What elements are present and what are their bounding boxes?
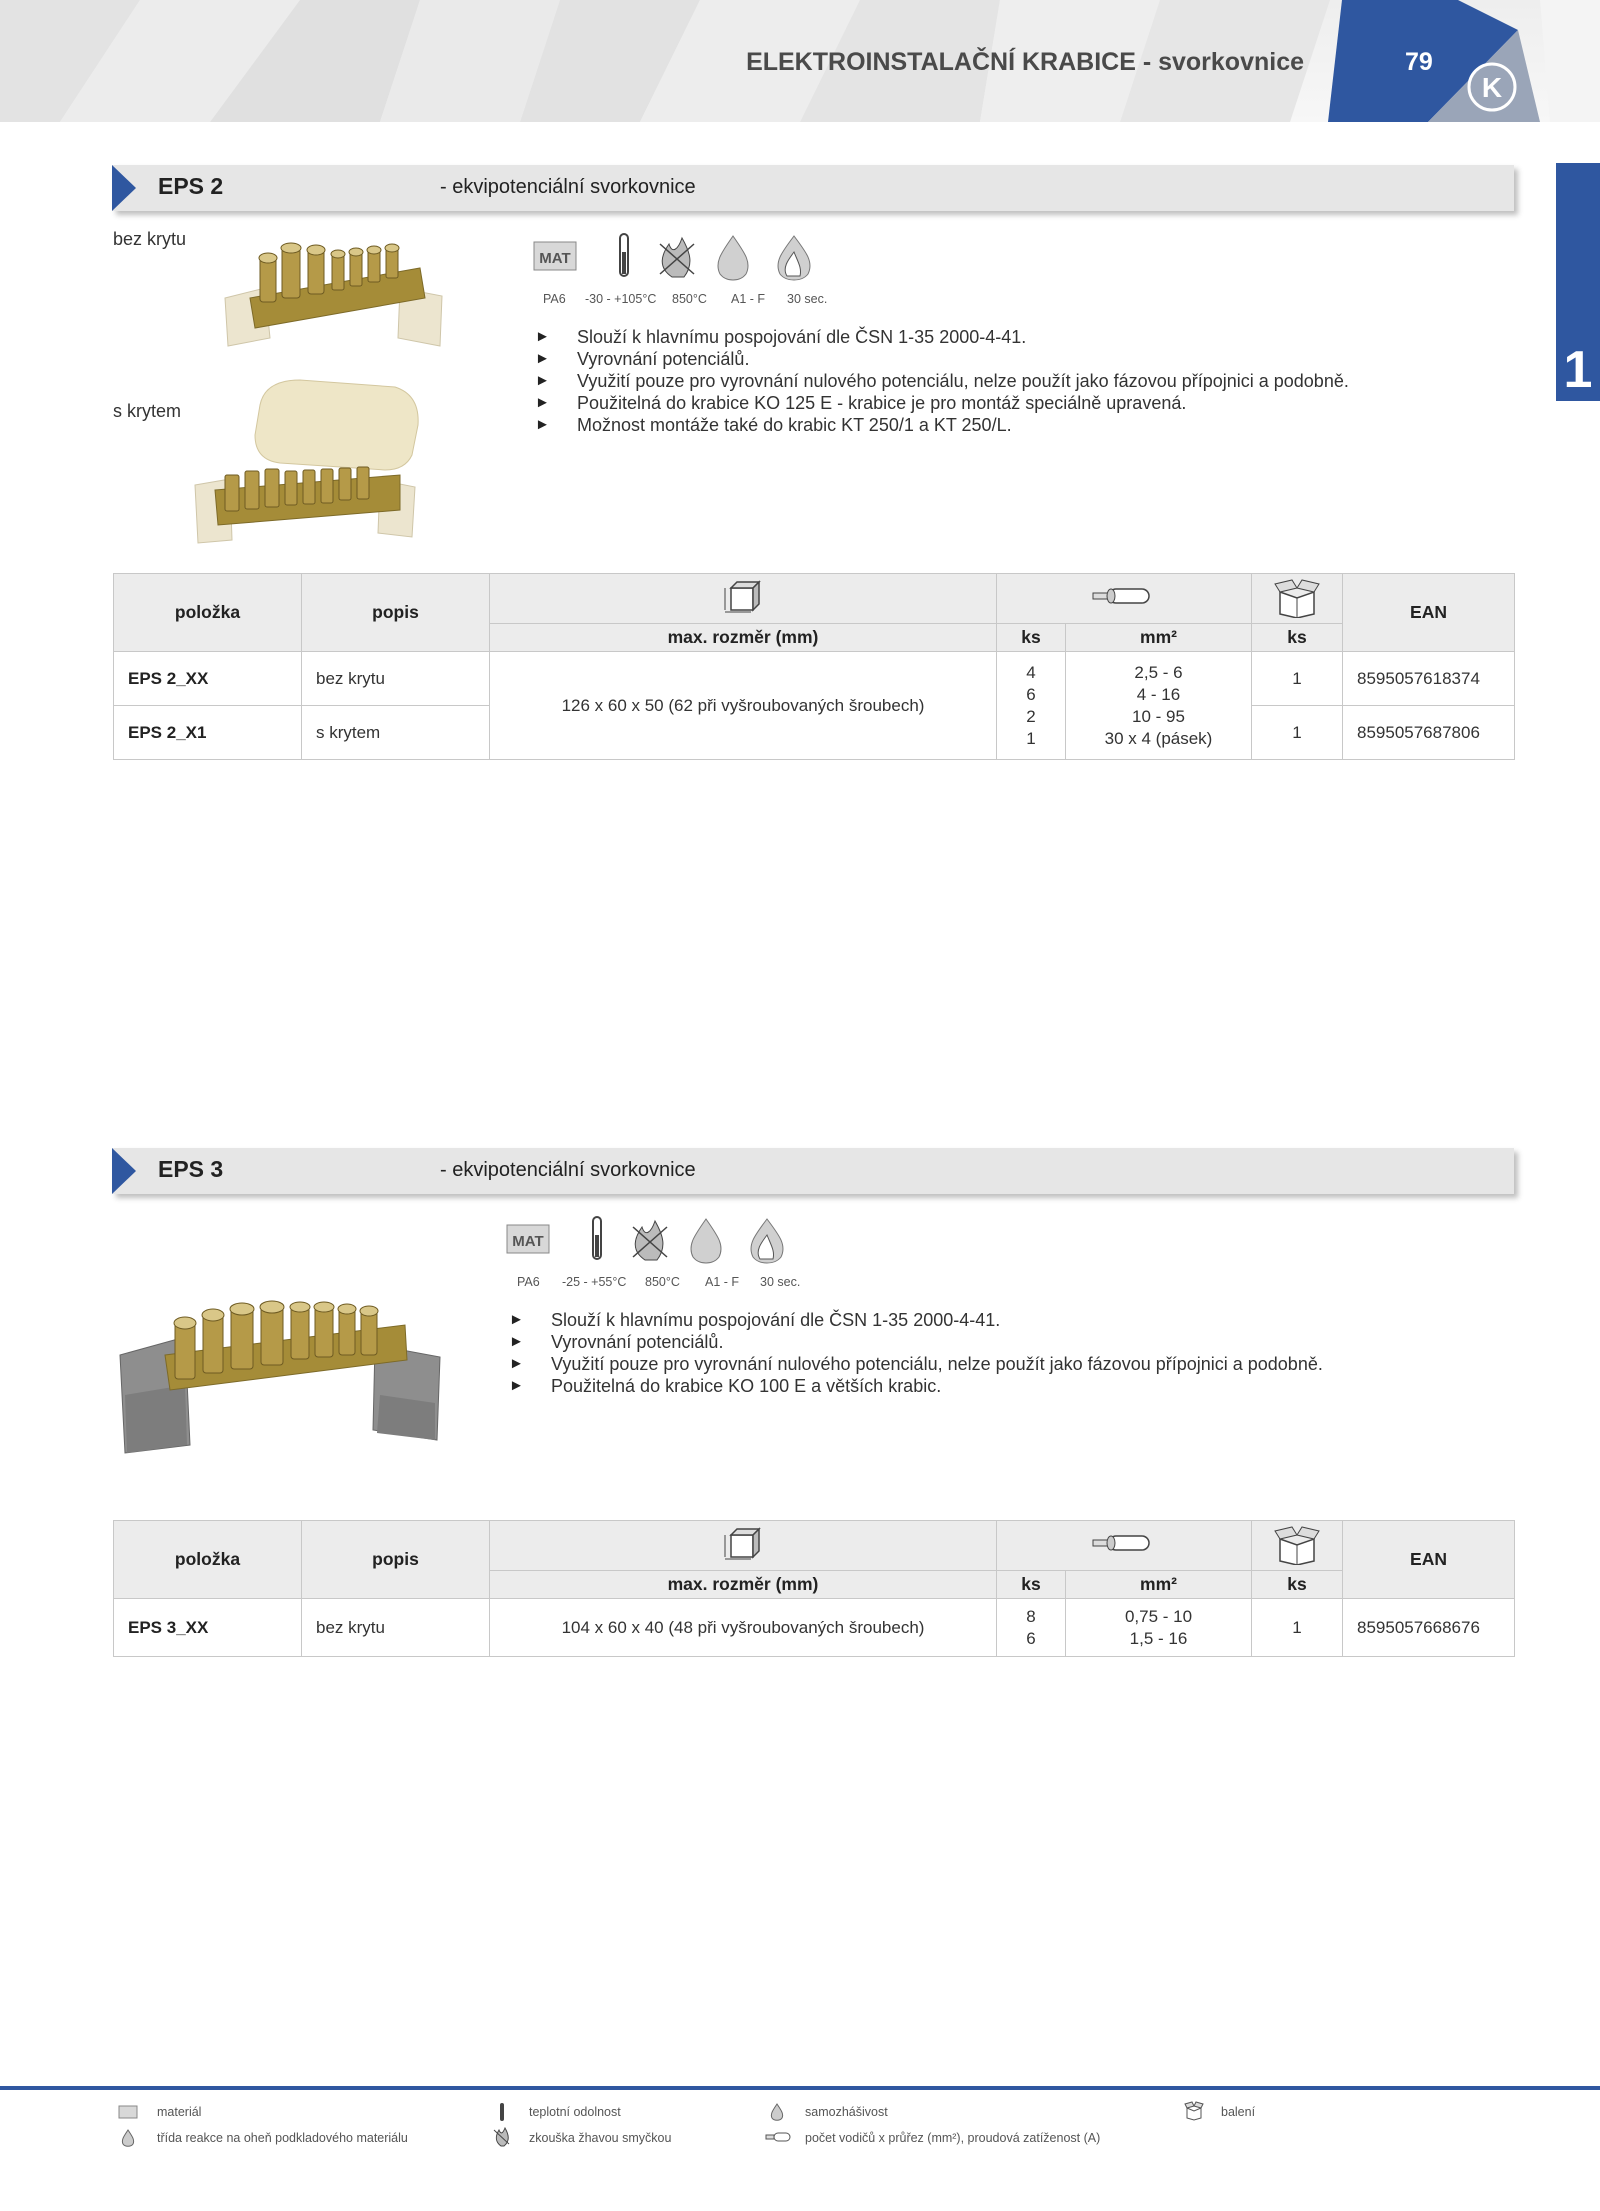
product-image-eps2-with-cover <box>190 375 430 550</box>
item-ean: 8595057687806 <box>1343 706 1515 760</box>
header-description: popis <box>302 574 490 652</box>
item-description: bez krytu <box>302 1599 490 1657</box>
header-conductor-icon-cell <box>997 574 1252 624</box>
header-ks: ks <box>997 1571 1066 1599</box>
header-description: popis <box>302 1521 490 1599</box>
label-reaction: A1 - F <box>705 1275 740 1289</box>
item-pack: 1 <box>1252 1599 1343 1657</box>
header-ks: ks <box>997 624 1066 652</box>
self-extinguish-icon <box>767 2102 787 2122</box>
feature-item: ► Slouží k hlavnímu pospojování dle ČSN 1-35 2000-4-41. <box>509 1309 1323 1331</box>
label-temperature: -25 - +55°C <box>562 1275 627 1289</box>
label-material: PA6 <box>543 292 566 306</box>
page-number: 79 <box>1405 48 1433 76</box>
label-glow-wire: 850°C <box>645 1275 680 1289</box>
header-package-icon-cell <box>1252 1521 1343 1571</box>
item-ean: 8595057618374 <box>1343 652 1515 706</box>
item-mm2-values: 2,5 - 6 4 - 16 10 - 95 30 x 4 (pásek) <box>1066 652 1252 760</box>
page-badge <box>1328 0 1540 122</box>
image-label-without-cover: bez krytu <box>113 229 187 249</box>
header-ean: EAN <box>1343 574 1515 652</box>
feature-item: ► Slouží k hlavnímu pospojování dle ČSN 1-35 2000-4-41. <box>535 326 1349 348</box>
legend-conductors: počet vodičů x průřez (mm²), proudová zatíženost (A) <box>805 2131 1101 2145</box>
section-description: - ekvipotenciální svorkovnice <box>440 176 696 198</box>
legend-glow-wire: zkouška žhavou smyčkou <box>529 2131 672 2145</box>
feature-item: ► Použitelná do krabice KO 100 E a větších krabic. <box>509 1375 1323 1397</box>
section-code: EPS 2 <box>158 173 224 199</box>
package-icon <box>1274 578 1320 618</box>
item-dimension: 126 x 60 x 50 (62 při vyšroubovaných šroubech) <box>490 652 997 760</box>
legend-packaging: balení <box>1221 2105 1256 2119</box>
item-pack: 1 <box>1252 652 1343 706</box>
section-bar-eps2 <box>112 165 1514 211</box>
item-pack: 1 <box>1252 706 1343 760</box>
image-label-with-cover: s krytem <box>113 401 182 421</box>
spec-icons <box>505 1215 825 1267</box>
header-item: položka <box>114 1521 302 1599</box>
item-description: s krytem <box>302 706 490 760</box>
packaging-icon <box>1184 2101 1204 2121</box>
box-dimension-icon <box>723 1527 763 1561</box>
thermometer-icon <box>497 2102 507 2122</box>
brand-logo: K <box>1481 72 1503 103</box>
svg-text:MAT: MAT <box>539 250 571 267</box>
label-glow-wire: 850°C <box>672 292 707 306</box>
feature-item: ► Možnost montáže také do krabic KT 250/1 a KT 250/L. <box>535 414 1349 436</box>
item-code: EPS 2_XX <box>114 652 302 706</box>
conductor-icon <box>1091 585 1157 607</box>
reaction-icon <box>118 2128 138 2148</box>
header-dimension: max. rozměr (mm) <box>490 624 997 652</box>
table-row <box>114 1599 1515 1657</box>
section-bar-eps3 <box>112 1148 1514 1194</box>
table-row <box>114 652 1515 706</box>
section-description: - ekvipotenciální svorkovnice <box>440 1159 696 1181</box>
spec-table-eps2 <box>113 573 1515 760</box>
item-code: EPS 2_X1 <box>114 706 302 760</box>
feature-list-eps2 <box>535 326 1349 436</box>
header-item: položka <box>114 574 302 652</box>
section-code: EPS 3 <box>158 1156 224 1182</box>
label-material: PA6 <box>517 1275 540 1289</box>
material-icon <box>118 2105 138 2119</box>
header-dimension: max. rozměr (mm) <box>490 1571 997 1599</box>
header-dimension-icon-cell <box>490 574 997 624</box>
footer-divider <box>0 2086 1600 2090</box>
section-arrow-icon <box>112 1148 136 1194</box>
legend-material: materiál <box>157 2105 202 2119</box>
feature-item: ► Vyrovnání potenciálů. <box>509 1331 1323 1353</box>
section-arrow-icon <box>112 165 136 211</box>
glow-wire-icon <box>491 2126 511 2148</box>
spec-icons <box>532 232 852 284</box>
header-dimension-icon-cell <box>490 1521 997 1571</box>
header-mm2: mm² <box>1066 624 1252 652</box>
item-code: EPS 3_XX <box>114 1599 302 1657</box>
feature-item: ► Využití pouze pro vyrovnání nulového potenciálu, nelze použít jako fázovou přípojnici a podobně. <box>535 370 1349 392</box>
conductor-icon <box>1091 1532 1157 1554</box>
item-ean: 8595057668676 <box>1343 1599 1515 1657</box>
header-mm2: mm² <box>1066 1571 1252 1599</box>
header-pack-ks: ks <box>1252 624 1343 652</box>
label-self-extinguish: 30 sec. <box>787 292 828 306</box>
item-mm2-values: 0,75 - 10 1,5 - 16 <box>1066 1599 1252 1657</box>
label-temperature: -30 - +105°C <box>585 292 657 306</box>
item-description: bez krytu <box>302 652 490 706</box>
header-title: ELEKTROINSTALAČNÍ KRABICE - svorkovnice <box>746 48 1304 76</box>
svg-text:MAT: MAT <box>512 1233 544 1250</box>
feature-item: ► Vyrovnání potenciálů. <box>535 348 1349 370</box>
legend-temperature: teplotní odolnost <box>529 2105 621 2119</box>
icon-row-eps2 <box>532 232 852 289</box>
item-ks-values: 4 6 2 1 <box>997 652 1066 760</box>
feature-list-eps3 <box>509 1309 1323 1397</box>
label-reaction: A1 - F <box>731 292 766 306</box>
header-pack-ks: ks <box>1252 1571 1343 1599</box>
label-self-extinguish: 30 sec. <box>760 1275 801 1289</box>
icon-row-eps3 <box>505 1215 825 1272</box>
feature-item: ► Využití pouze pro vyrovnání nulového potenciálu, nelze použít jako fázovou přípojnici a podobně. <box>509 1353 1323 1375</box>
feature-item: ► Použitelná do krabice KO 125 E - krabice je pro montáž speciálně upravená. <box>535 392 1349 414</box>
product-image-eps3 <box>115 1285 450 1465</box>
header-ean: EAN <box>1343 1521 1515 1599</box>
conductor-legend-icon <box>765 2131 791 2143</box>
box-dimension-icon <box>723 580 763 614</box>
package-icon <box>1274 1525 1320 1565</box>
legend-reaction: třída reakce na oheň podkladového materiálu <box>157 2131 408 2145</box>
item-dimension: 104 x 60 x 40 (48 při vyšroubovaných šroubech) <box>490 1599 997 1657</box>
chapter-tab-number: 1 <box>1563 341 1593 399</box>
item-ks-values: 8 6 <box>997 1599 1066 1657</box>
spec-table-eps3 <box>113 1520 1515 1657</box>
header-conductor-icon-cell <box>997 1521 1252 1571</box>
header-package-icon-cell <box>1252 574 1343 624</box>
legend-self-extinguish: samozhášivost <box>805 2105 888 2119</box>
product-image-eps2-without-cover <box>220 228 450 358</box>
